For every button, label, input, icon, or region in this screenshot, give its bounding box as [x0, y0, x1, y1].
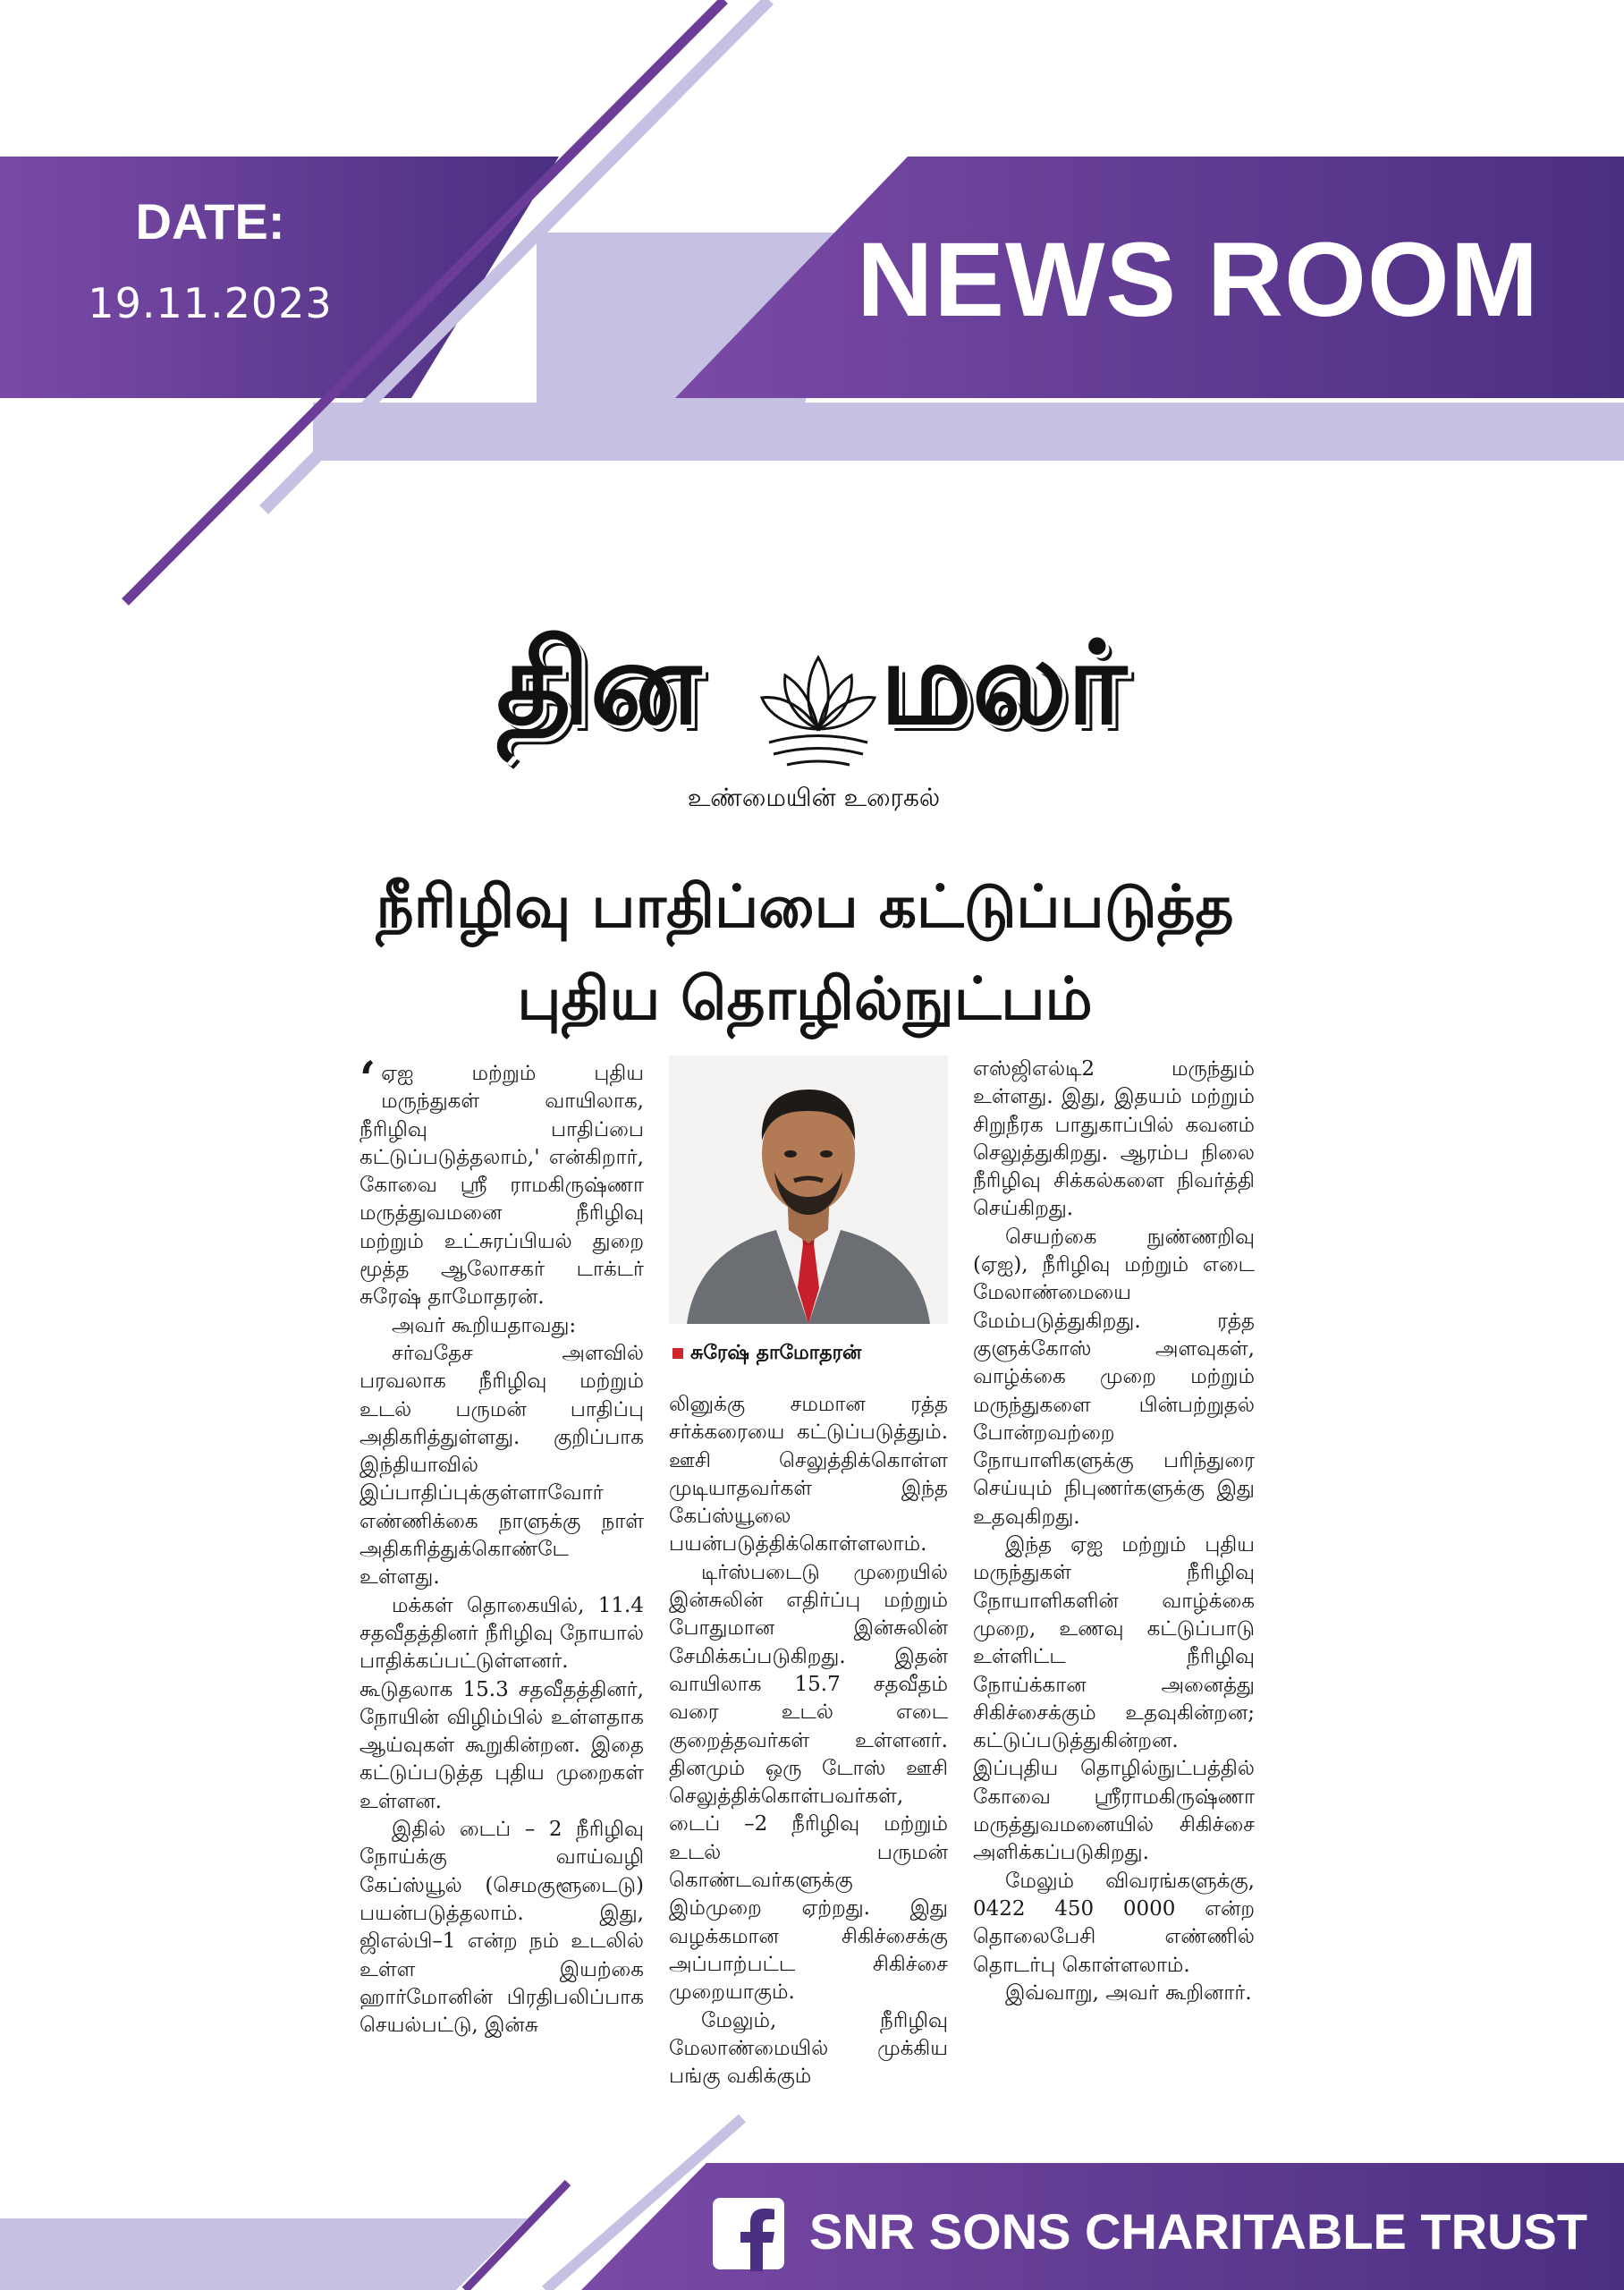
- article-column-3: [973, 1056, 1255, 2007]
- masthead-name-left: தின: [496, 616, 701, 751]
- paragraph: செயற்கை நுண்ணறிவு (ஏஐ), நீரிழிவு மற்றும் எடை மேலாண்மையை மேம்படுத்துகிறது. ரத்த குளுக்கோஸ் அளவுகள், வாழ்க்கை முறை மற்றும் மருந்துகளை பின்பற்றுதல் போன்றவற்றை நோயாளிகளுக்கு பரிந்துரை செய்யும் நிபுணர்களுக்கு இது உதவுகிறது.: [973, 1225, 1255, 1529]
- date-label: DATE:: [135, 193, 285, 250]
- paragraph: அவர் கூறியதாவது:: [392, 1313, 577, 1337]
- facebook-icon[interactable]: [711, 2196, 786, 2271]
- paragraph: சர்வதேச அளவில் பரவலாக நீரிழிவு மற்றும் உடல் பருமன் பாதிப்பு அதிகரித்துள்ளது. குறிப்பாக இந்தியாவில் இப்பாதிப்புக்குள்ளாவோர் எண்ணிக்கை நாளுக்கு நாள் அதிகரித்துக்கொண்டே உள்ளது.: [359, 1341, 644, 1590]
- date-value: 19.11.2023: [88, 279, 333, 327]
- paragraph: டிர்ஸ்படைடு முறையில் இன்சுலின் எதிர்ப்பு மற்றும் போதுமான இன்சுலின் சேமிக்கப்படுகிறது. இதன் வாயிலாக 15.7 சதவீதம் வரை உடல் எடை குறைத்தவர்கள் உள்ளனர். தினமும் ஒரு டோஸ் ஊசி செலுத்திக்கொள்பவர்கள், டைப் –2 நீரிழிவு மற்றும் உடல் பருமன் கொண்டவர்களுக்கு இம்முறை ஏற்றது. இது வழக்கமான சிகிச்சைக்கு அப்பாற்பட்ட சிகிச்சை முறையாகும்.: [669, 1560, 948, 2005]
- page-title: NEWS ROOM: [857, 221, 1539, 339]
- doctor-portrait-image: [669, 1056, 948, 1324]
- paragraph: இவ்வாறு, அவர் கூறினார்.: [1005, 1980, 1252, 2005]
- masthead-name-right: மலர்: [879, 616, 1127, 751]
- paragraph: மேலும், நீரிழிவு மேலாண்மையில் முக்கிய பங்கு வகிக்கும்: [669, 2008, 948, 2089]
- lotus-icon: [751, 640, 885, 774]
- article-column-1: [359, 1052, 644, 2040]
- paragraph: எஸ்ஜிஎல்டி2 மருந்தும் உள்ளது. இது, இதயம் மற்றும் சிறுநீரக பாதுகாப்பில் கவனம் செலுத்துகிறது. ஆரம்ப நிலை நீரிழிவு சிக்கல்களை நிவர்த்தி செய்கிறது.: [973, 1057, 1255, 1221]
- newspaper-masthead: [483, 608, 1145, 832]
- paragraph: இந்த ஏஐ மற்றும் புதிய மருந்துகள் நீரிழிவு நோயாளிகளின் வாழ்க்கை முறை, உணவு கட்டுப்பாடு உள்ளிட்ட நீரிழிவு நோய்க்கான அனைத்து சிகிச்சைக்கும் உதவுகின்றன; கட்டுப்படுத்துகின்றன. இப்புதிய தொழில்நுட்பத்தில் கோவை ஸ்ரீராமகிருஷ்ணா மருத்துவமனையில் சிகிச்சை அளிக்கப்படுகிறது.: [973, 1533, 1255, 1865]
- footer-organization-name: SNR SONS CHARITABLE TRUST: [809, 2203, 1588, 2260]
- photo-caption: சுரேஷ் தாமோதரன்: [672, 1342, 861, 1367]
- article-headline-line1: நீரிழிவு பாதிப்பை கட்டுப்படுத்த: [376, 872, 1234, 941]
- paragraph: ‘ ஏஐ மற்றும் புதிய மருந்துகள் வாயிலாக, நீரிழிவு பாதிப்பை கட்டுப்படுத்தலாம்,' என்கிறார், கோவை ஸ்ரீ ராமகிருஷ்ணா மருத்துவமனை நீரிழிவு மற்றும் உட்சுரப்பியல் துறை மூத்த ஆலோசகர் டாக்டர் சுரேஷ் தாமோதரன்.: [359, 1052, 644, 1310]
- paragraph: மேலும் விவரங்களுக்கு, 0422 450 0000 என்ற தொலைபேசி எண்ணில் தொடர்பு கொள்ளலாம்.: [973, 1869, 1255, 1977]
- article-headline-line2: புதிய தொழில்நுட்பம்: [517, 964, 1093, 1033]
- paragraph: லினுக்கு சமமான ரத்த சர்க்கரையை கட்டுப்படுத்தும். ஊசி செலுத்திக்கொள்ள முடியாதவர்கள் இந்த கேப்ஸ்யூலை பயன்படுத்திக்கொள்ளலாம்.: [669, 1393, 948, 1556]
- masthead-tagline: உண்மையின் உரைகல்: [687, 783, 941, 812]
- paragraph: இதில் டைப் – 2 நீரிழிவு நோய்க்கு வாய்வழி கேப்ஸ்யூல் (செமகுளூடைடு) பயன்படுத்தலாம். இது, ஜிஎல்பி–1 என்ற நம் உடலில் உள்ள இயற்கை ஹார்மோனின் பிரதிபலிப்பாக செயல்பட்டு, இன்சு: [359, 1818, 644, 2038]
- paragraph: மக்கள் தொகையில், 11.4 சதவீதத்தினர் நீரிழிவு நோயால் பாதிக்கப்பட்டுள்ளனர். கூடுதலாக 15.3 சதவீதத்தினர், நோயின் விழிம்பில் உள்ளதாக ஆய்வுகள் கூறுகின்றன. இதை கட்டுப்படுத்த புதிய முறைகள் உள்ளன.: [359, 1593, 644, 1813]
- date-block: [36, 192, 385, 327]
- article-column-2: [669, 1391, 948, 2091]
